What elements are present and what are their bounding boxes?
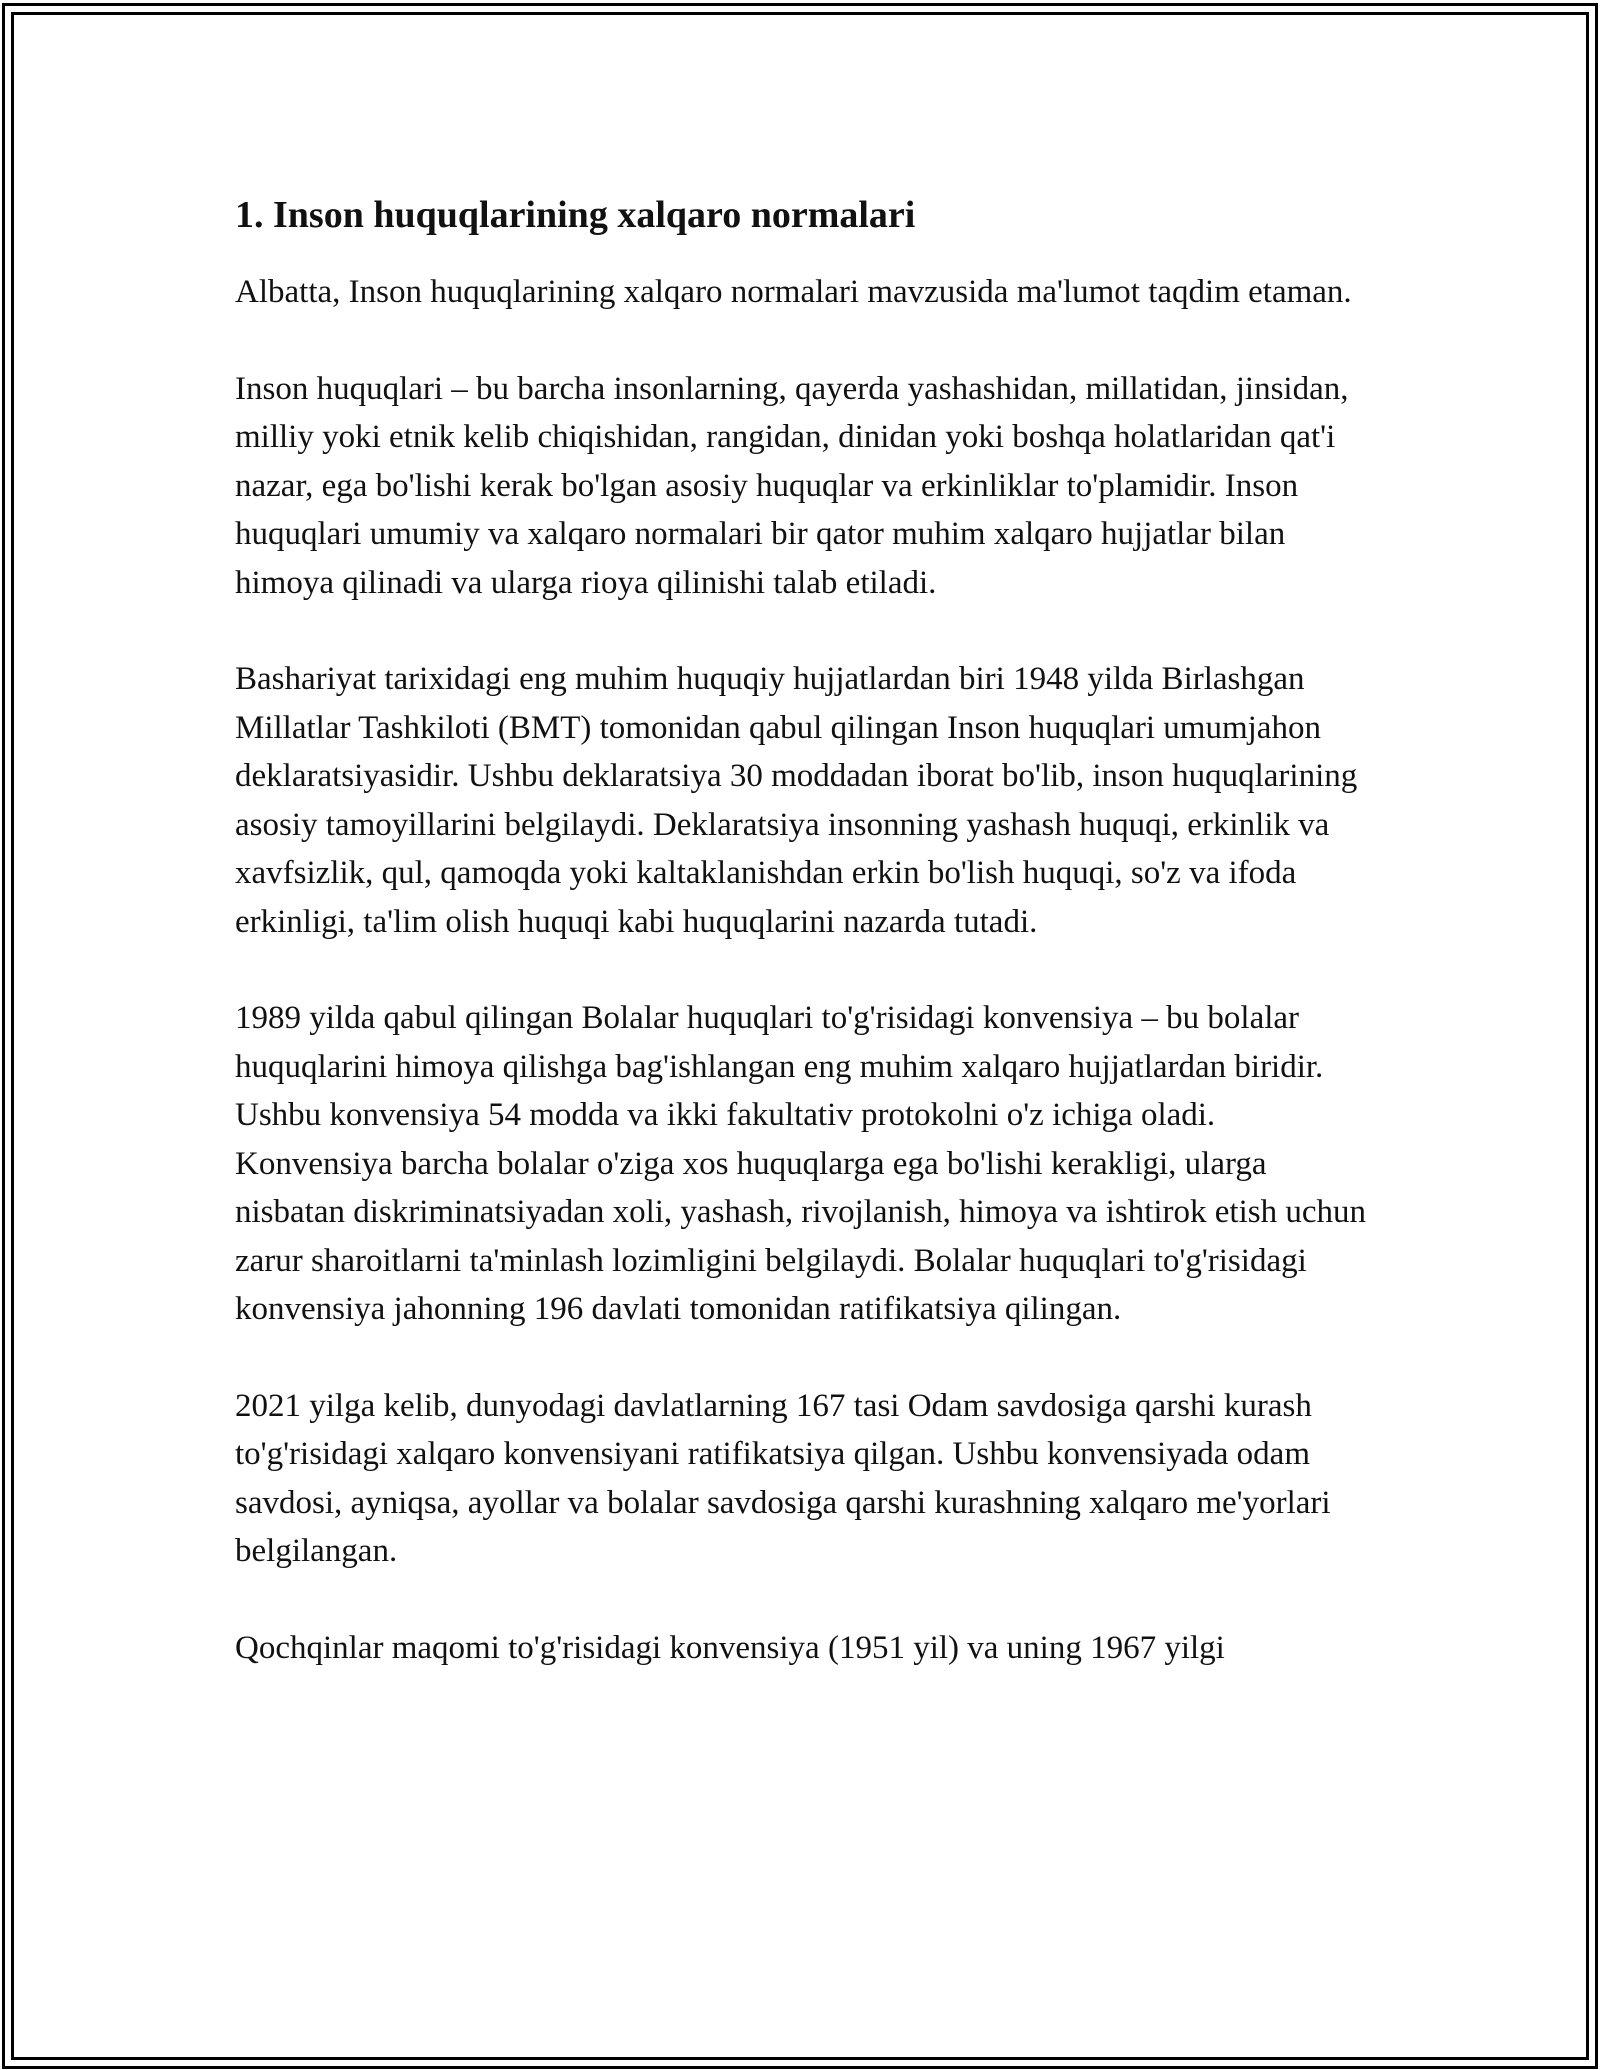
document-body [235,190,1375,1720]
paragraph-intro: Albatta, Inson huquqlarining xalqaro normalari mavzusida ma'lumot taqdim etaman. [235,274,1352,310]
paragraph-refugees: Qochqinlar maqomi to'g'risidagi konvensiya (1951 yil) va uning 1967 yilgi [235,1629,1225,1666]
paragraph-child-rights: 1989 yilda qabul qilingan Bolalar huquqlari to'g'risidagi konvensiya – bu bolalar huquqlarini himoya qilishga bag'ishlangan eng muhim xalqaro hujjatlardan biridir. Ushbu konvensiya 54 modda va ikki fakultativ protokolni o'z ichiga oladi. Konvensiya barcha bolalar o'ziga xos huquqlarga ega bo'lishi kerakligi, ularga nisbatan diskriminatsiyadan xoli, yashash, rivojlanish, himoya va ishtirok etish uchun zarur sharoitlarni ta'minlash lozimligini belgilaydi. Bolalar huquqlari to'g'risidagi konvensiya jahonning 196 davlati tomonidan ratifikatsiya qilingan. [235,1000,1367,1327]
paragraph-trafficking: 2021 yilga kelib, dunyodagi davlatlarning 167 tasi Odam savdosiga qarshi kurash to'g'risidagi xalqaro konvensiyani ratifikatsiya qilgan. Ushbu konvensiyada odam savdosi, ayniqsa, ayollar va bolalar savdosiga qarshi kurashning xalqaro me'yorlari belgilangan. [235,1387,1331,1569]
paragraph-declaration: Bashariyat tarixidagi eng muhim huquqiy hujjatlardan biri 1948 yilda Birlashgan Millatlar Tashkiloti (BMT) tomonidan qabul qilingan Inson huquqlari umumjahon deklaratsiyasidir. Ushbu deklaratsiya 30 moddadan iborat bo'lib, inson huquqlarining asosiy tamoyillarini belgilaydi. Deklaratsiya insonning yashash huquqi, erkinlik va xavfsizlik, qul, qamoqda yoki kaltaklanishdan erkin bo'lish huquqi, so'z va ifoda erkinligi, ta'lim olish huquqi kabi huquqlarini nazarda tutadi. [235,661,1358,940]
section-heading: 1. Inson huquqlarining xalqaro normalari [235,194,916,236]
paragraph-definition: Inson huquqlari – bu barcha insonlarning, qayerda yashashidan, millatidan, jinsidan, milliy yoki etnik kelib chiqishidan, rangidan, dinidan yoki boshqa holatlaridan qat'i nazar, ega bo'lishi kerak bo'lgan asosiy huquqlar va erkinliklar to'plamidir. Inson huquqlari umumiy va xalqaro normalari bir qator muhim xalqaro hujjatlar bilan himoya qilinadi va ularga rioya qilinishi talab etiladi. [235,370,1349,601]
